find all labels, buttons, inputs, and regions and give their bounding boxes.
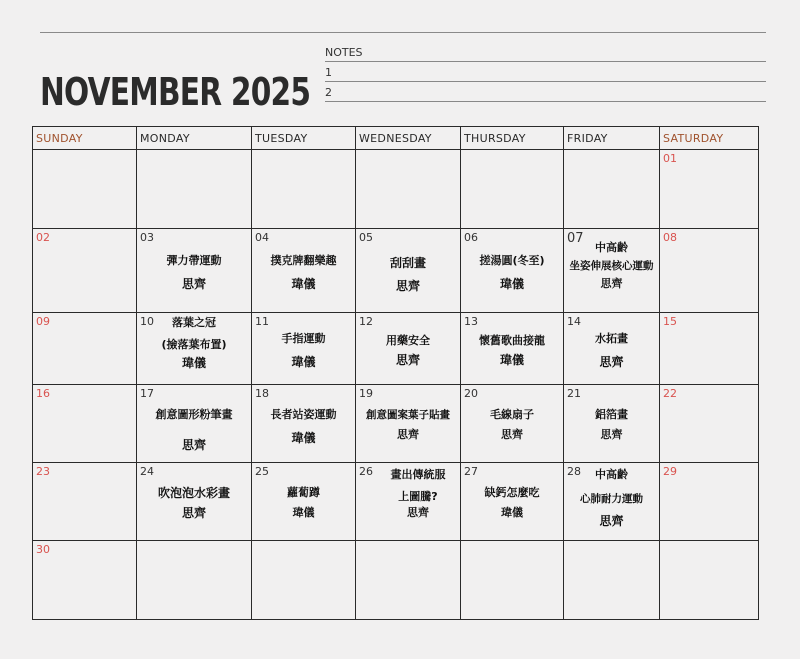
notes-section bbox=[325, 44, 766, 102]
event-staff: 瑋儀 bbox=[499, 353, 524, 367]
day-number: 03 bbox=[140, 231, 154, 244]
day-cell[interactable] bbox=[461, 463, 564, 541]
event bbox=[137, 315, 251, 378]
empty-cell bbox=[33, 150, 137, 229]
event-staff: 瑋儀 bbox=[181, 356, 206, 370]
day-cell[interactable] bbox=[660, 229, 759, 313]
day-cell[interactable] bbox=[564, 385, 660, 463]
day-cell[interactable] bbox=[137, 385, 252, 463]
event-staff: 瑋儀 bbox=[501, 506, 523, 519]
event-title: (撿落葉布置) bbox=[161, 338, 227, 351]
day-number: 28 bbox=[567, 465, 581, 478]
day-number: 29 bbox=[663, 465, 677, 478]
day-number: 04 bbox=[255, 231, 269, 244]
event bbox=[356, 333, 460, 375]
calendar-grid bbox=[32, 126, 759, 620]
empty-cell bbox=[356, 541, 461, 620]
event bbox=[564, 240, 659, 299]
day-cell[interactable] bbox=[564, 463, 660, 541]
event-title: 長者站姿運動 bbox=[270, 408, 337, 421]
event-staff: 瑋儀 bbox=[291, 277, 316, 291]
weekday-wednesday: WEDNESDAY bbox=[356, 127, 461, 150]
event-title: 蘿蔔蹲 bbox=[287, 486, 320, 499]
day-number: 21 bbox=[567, 387, 581, 400]
event-staff: 瑋儀 bbox=[291, 355, 316, 369]
week-row bbox=[33, 385, 759, 463]
day-cell[interactable] bbox=[137, 229, 252, 313]
event-staff: 思齊 bbox=[181, 506, 206, 520]
week-row bbox=[33, 229, 759, 313]
day-number: 02 bbox=[36, 231, 50, 244]
empty-cell bbox=[660, 541, 759, 620]
event-staff: 思齊 bbox=[181, 277, 206, 291]
day-number: 06 bbox=[464, 231, 478, 244]
event-title: 撲克牌翻樂趣 bbox=[270, 254, 337, 267]
day-cell[interactable] bbox=[137, 463, 252, 541]
event bbox=[252, 407, 355, 453]
week-row bbox=[33, 463, 759, 541]
day-cell[interactable] bbox=[660, 385, 759, 463]
day-cell[interactable] bbox=[461, 385, 564, 463]
empty-cell bbox=[564, 541, 660, 620]
day-cell[interactable] bbox=[252, 229, 356, 313]
event bbox=[461, 485, 563, 528]
day-cell[interactable] bbox=[137, 313, 252, 385]
event bbox=[137, 253, 251, 299]
week-row bbox=[33, 313, 759, 385]
event-title: 畫出傳統服 bbox=[390, 468, 446, 481]
day-cell[interactable] bbox=[33, 229, 137, 313]
day-cell[interactable] bbox=[356, 313, 461, 385]
day-number: 14 bbox=[567, 315, 581, 328]
day-number: 07 bbox=[567, 231, 584, 246]
event bbox=[356, 255, 460, 301]
event bbox=[252, 331, 355, 377]
event bbox=[252, 485, 355, 528]
event-staff: 思齊 bbox=[181, 438, 206, 452]
event-staff: 瑋儀 bbox=[291, 431, 316, 445]
event-title: 毛線扇子 bbox=[490, 408, 534, 421]
week-row bbox=[33, 541, 759, 620]
empty-cell bbox=[252, 541, 356, 620]
event-staff: 思齊 bbox=[600, 277, 623, 290]
event bbox=[461, 407, 563, 450]
event-title: 上圖騰? bbox=[398, 490, 438, 503]
day-number: 19 bbox=[359, 387, 373, 400]
day-number: 30 bbox=[36, 543, 50, 556]
day-number: 16 bbox=[36, 387, 50, 400]
day-cell[interactable] bbox=[461, 313, 564, 385]
event-staff: 思齊 bbox=[395, 353, 420, 367]
event-staff: 思齊 bbox=[395, 279, 420, 293]
day-cell[interactable] bbox=[252, 313, 356, 385]
event-staff: 瑋儀 bbox=[292, 506, 315, 519]
event-staff: 思齊 bbox=[397, 428, 419, 441]
day-cell[interactable] bbox=[660, 463, 759, 541]
event-title: 中高齡 bbox=[595, 241, 628, 254]
empty-cell bbox=[356, 150, 461, 229]
event-title: 手指運動 bbox=[281, 332, 326, 345]
event-title: 懷舊歌曲接龍 bbox=[479, 334, 545, 347]
top-rule bbox=[40, 32, 766, 33]
day-number: 05 bbox=[359, 231, 373, 244]
event-title: 坐姿伸展核心運動 bbox=[569, 260, 654, 272]
weekday-saturday: SATURDAY bbox=[660, 127, 759, 150]
event-title: 中高齡 bbox=[595, 468, 628, 481]
day-number: 20 bbox=[464, 387, 478, 400]
event-title: 缺鈣怎麼吃 bbox=[484, 486, 540, 499]
day-number: 13 bbox=[464, 315, 478, 328]
event-staff: 思齊 bbox=[599, 355, 624, 369]
week-row bbox=[33, 150, 759, 229]
day-number: 09 bbox=[36, 315, 50, 328]
event-title: 用藥安全 bbox=[386, 334, 430, 347]
day-number: 24 bbox=[140, 465, 154, 478]
day-cell[interactable] bbox=[252, 463, 356, 541]
event bbox=[461, 253, 563, 299]
day-cell[interactable] bbox=[33, 463, 137, 541]
event-title: 鋁箔畫 bbox=[595, 408, 628, 421]
weekday-thursday: THURSDAY bbox=[461, 127, 564, 150]
empty-cell bbox=[137, 150, 252, 229]
event bbox=[564, 467, 659, 536]
event bbox=[137, 485, 251, 528]
event bbox=[137, 407, 251, 460]
day-number: 01 bbox=[663, 152, 677, 165]
weekday-header-row bbox=[33, 127, 759, 150]
day-cell[interactable] bbox=[356, 385, 461, 463]
day-number: 25 bbox=[255, 465, 269, 478]
notes-label: NOTES bbox=[325, 44, 766, 62]
event bbox=[356, 407, 460, 450]
notes-line-2[interactable]: 2 bbox=[325, 82, 766, 102]
weekday-sunday: SUNDAY bbox=[33, 127, 137, 150]
event-title: 彈力帶運動 bbox=[166, 254, 222, 267]
day-cell[interactable] bbox=[33, 385, 137, 463]
empty-cell bbox=[461, 150, 564, 229]
event-title: 心肺耐力運動 bbox=[580, 493, 643, 505]
empty-cell bbox=[461, 541, 564, 620]
event-title: 創意圖案葉子貼畫 bbox=[366, 409, 450, 421]
day-number: 27 bbox=[464, 465, 478, 478]
day-cell[interactable] bbox=[660, 313, 759, 385]
day-number: 12 bbox=[359, 315, 373, 328]
weekday-tuesday: TUESDAY bbox=[252, 127, 356, 150]
day-number: 15 bbox=[663, 315, 677, 328]
event bbox=[252, 253, 355, 299]
event-title: 搓湯圓(冬至) bbox=[479, 254, 545, 267]
day-cell[interactable] bbox=[252, 385, 356, 463]
event-title: 吹泡泡水彩畫 bbox=[157, 486, 230, 500]
event-staff: 思齊 bbox=[501, 428, 523, 441]
event bbox=[461, 333, 563, 375]
event-staff: 瑋儀 bbox=[499, 277, 524, 291]
day-cell[interactable] bbox=[33, 541, 137, 620]
event-title: 刮刮畫 bbox=[389, 256, 426, 270]
day-cell[interactable] bbox=[564, 229, 660, 313]
empty-cell bbox=[252, 150, 356, 229]
day-number: 22 bbox=[663, 387, 677, 400]
empty-cell bbox=[564, 150, 660, 229]
day-number: 11 bbox=[255, 315, 269, 328]
page-title: NOVEMBER 2025 bbox=[40, 70, 311, 114]
empty-cell bbox=[137, 541, 252, 620]
weekday-friday: FRIDAY bbox=[564, 127, 660, 150]
event-staff: 思齊 bbox=[407, 506, 429, 519]
event-staff: 思齊 bbox=[600, 428, 623, 441]
day-cell[interactable] bbox=[461, 229, 564, 313]
event-title: 創意圖形粉筆畫 bbox=[155, 408, 233, 421]
event-staff: 思齊 bbox=[599, 514, 624, 528]
day-number: 26 bbox=[359, 465, 373, 478]
day-cell[interactable] bbox=[356, 229, 461, 313]
day-number: 17 bbox=[140, 387, 154, 400]
day-number: 23 bbox=[36, 465, 50, 478]
event-title: 水拓畫 bbox=[595, 332, 628, 345]
event bbox=[564, 407, 659, 450]
day-cell[interactable] bbox=[660, 150, 759, 229]
day-cell[interactable] bbox=[564, 313, 660, 385]
day-number: 08 bbox=[663, 231, 677, 244]
weekday-monday: MONDAY bbox=[137, 127, 252, 150]
event bbox=[376, 467, 460, 528]
day-number: 10 bbox=[140, 315, 154, 328]
day-cell[interactable] bbox=[356, 463, 461, 541]
notes-line-1[interactable]: 1 bbox=[325, 62, 766, 82]
day-cell[interactable] bbox=[33, 313, 137, 385]
event-title: 落葉之冠 bbox=[172, 316, 216, 329]
day-number: 18 bbox=[255, 387, 269, 400]
event bbox=[564, 331, 659, 377]
